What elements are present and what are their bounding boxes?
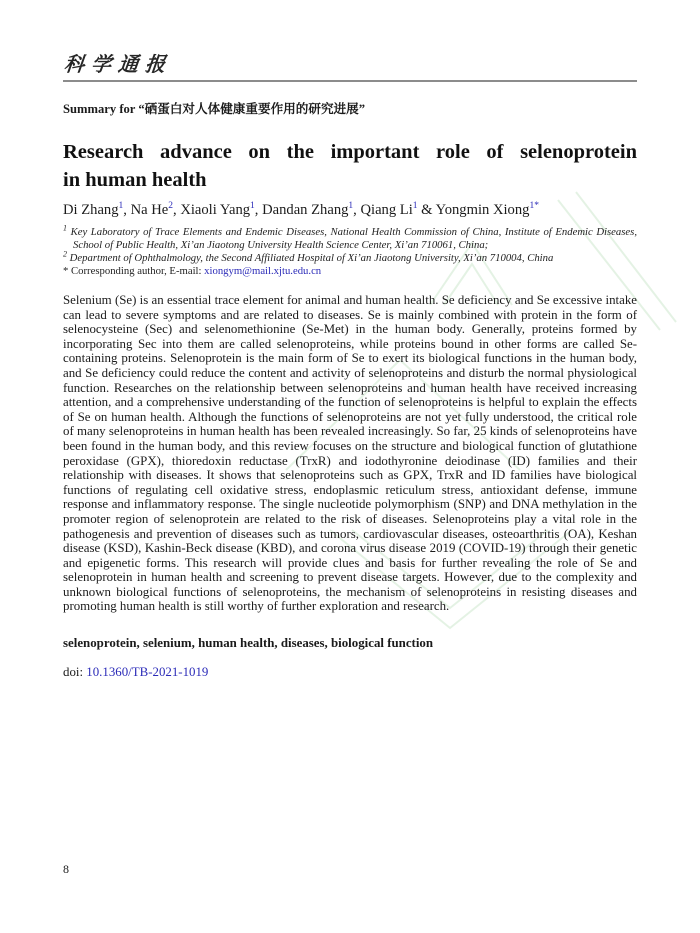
summary-line <box>63 102 637 117</box>
keywords: selenoprotein, selenium, human health, diseases, biological function <box>63 636 434 651</box>
author-list <box>63 201 637 220</box>
author: Dandan Zhang$^1$ <box>262 201 354 218</box>
email-link[interactable]: xiongym@mail.xjtu.edu.cn <box>204 265 322 277</box>
corresponding-marker: * <box>63 265 69 277</box>
article-title <box>63 138 637 194</box>
affiliation-2-marker: 2 <box>63 249 67 259</box>
author-affiliation-superscript: 1* <box>529 201 539 212</box>
author: Qiang Li$^1$ <box>360 201 418 218</box>
author-separator: , <box>254 202 263 218</box>
author-affiliation-superscript: 1 <box>250 201 255 212</box>
author-separator: , <box>353 202 361 218</box>
header-rule <box>63 80 637 82</box>
author: Xiaoli Yang$^1$ <box>180 201 255 218</box>
article-title-line2: in human health <box>63 169 207 191</box>
journal-logo: 科学通报 <box>63 54 174 76</box>
author-affiliation-superscript: 2 <box>168 201 174 212</box>
author-separator: , <box>123 202 131 218</box>
summary-chinese-title: “硒蛋白对人体健康重要作用的研究进展” <box>138 102 366 116</box>
doi-label: doi: <box>63 665 87 680</box>
page-number: 8 <box>63 862 69 876</box>
doi-line <box>63 665 637 680</box>
abstract-text: Selenium (Se) is an essential trace element for animal and human health. Se deficiency and Se excessive intake can lead to severe symptoms and are related to diseases. Se is mainly combined with protein in the form of selenocysteine (Sec) and selenomethionine (Se-Met) in the human body. Generally, proteins formed by incorporating Sec into them are called selenoproteins, while proteins bound in other forms are called Se-containing proteins. Selenoprotein is the main form of Se to exert its biological functions in the human body, and Se deficiency could reduce the content and activity of selenoproteins and disturb the normal physiological function. Researches on the relationship between selenoproteins and human health have received increasing attention, and a comprehensive understanding of the function of selenoproteins is helpful to explain the effects of Se on human health. Although the functions of selenoproteins are not yet fully understood, the critical role of many selenoproteins in human health has been revealed increasingly. So far, 25 kinds of selenoproteins have been found in the human body, and this review focuses on the structure and biological function of glutathione peroxidase (GPX), thioredoxin reductase (TrxR) and iodothyronine deiodinase (ID) families and their relationship with diseases. It shows that selenoproteins such as GPX, TrxR and ID families have biological functions of regulating cell oxidative stress, endoplasmic reticulum stress, antioxidant defense, immune response and inflammatory response. The single nucleotide polymorphism (SNP) and DNA methylation in the promoter region of selenoprotein are related to the risk of diseases. Selenoproteins play a vital role in the pathogenesis and prevention of diseases such as tumors, cardiovascular diseases, osteoarthritis (OA), Keshan disease (KSD), Kashin-Beck disease (KBD), and corona virus disease 2019 (COVID-19) through their genetic and epigenetic forms. This research will provide clues and basis for further revealing the role of Se and selenoprotein in human health and screening to prevent disease targets. However, due to the complexity and unknown biological functions of selenoproteins, the mechanism of selenoproteins in resisting diseases and promoting human health is still worthy of further exploration and research. <box>63 293 637 614</box>
article-title-line1: Research advance on the important role of selenoprotein <box>63 141 637 163</box>
author-separator: , <box>173 202 181 218</box>
author-affiliation-superscript: 1 <box>348 201 354 212</box>
summary-label: Summary for <box>63 102 139 116</box>
corresponding-author-line <box>63 265 637 278</box>
doi-link[interactable]: 10.1360/TB-2021-1019 <box>86 665 209 680</box>
author: Di Zhang$^1$ <box>63 201 124 218</box>
affiliation-block <box>63 223 637 278</box>
affiliation-2-text: Department of Ophthalmology, the Second Affiliated Hospital of Xi’an Jiaotong University, Xi’an 710004, China <box>69 252 554 264</box>
corresponding-label: Corresponding author, E-mail: <box>71 265 205 277</box>
author: Na He$^2$ <box>130 201 174 218</box>
author: Yongmin Xiong$^{1*}$ <box>435 201 539 218</box>
affiliation-2 <box>63 249 637 265</box>
author-affiliation-superscript: 1 <box>412 201 418 212</box>
affiliation-1-marker: 1 <box>63 223 67 233</box>
author-affiliation-superscript: 1 <box>118 201 124 212</box>
author-separator: & <box>417 202 436 218</box>
affiliation-1-text: Key Laboratory of Trace Elements and Endemic Diseases, National Health Commission of China, Institute of Endemic Diseases, School of Public Health, Xi’an Jiaotong University Health Science Center, Xi’an 710061, China; <box>70 226 637 251</box>
affiliation-1 <box>63 223 637 252</box>
